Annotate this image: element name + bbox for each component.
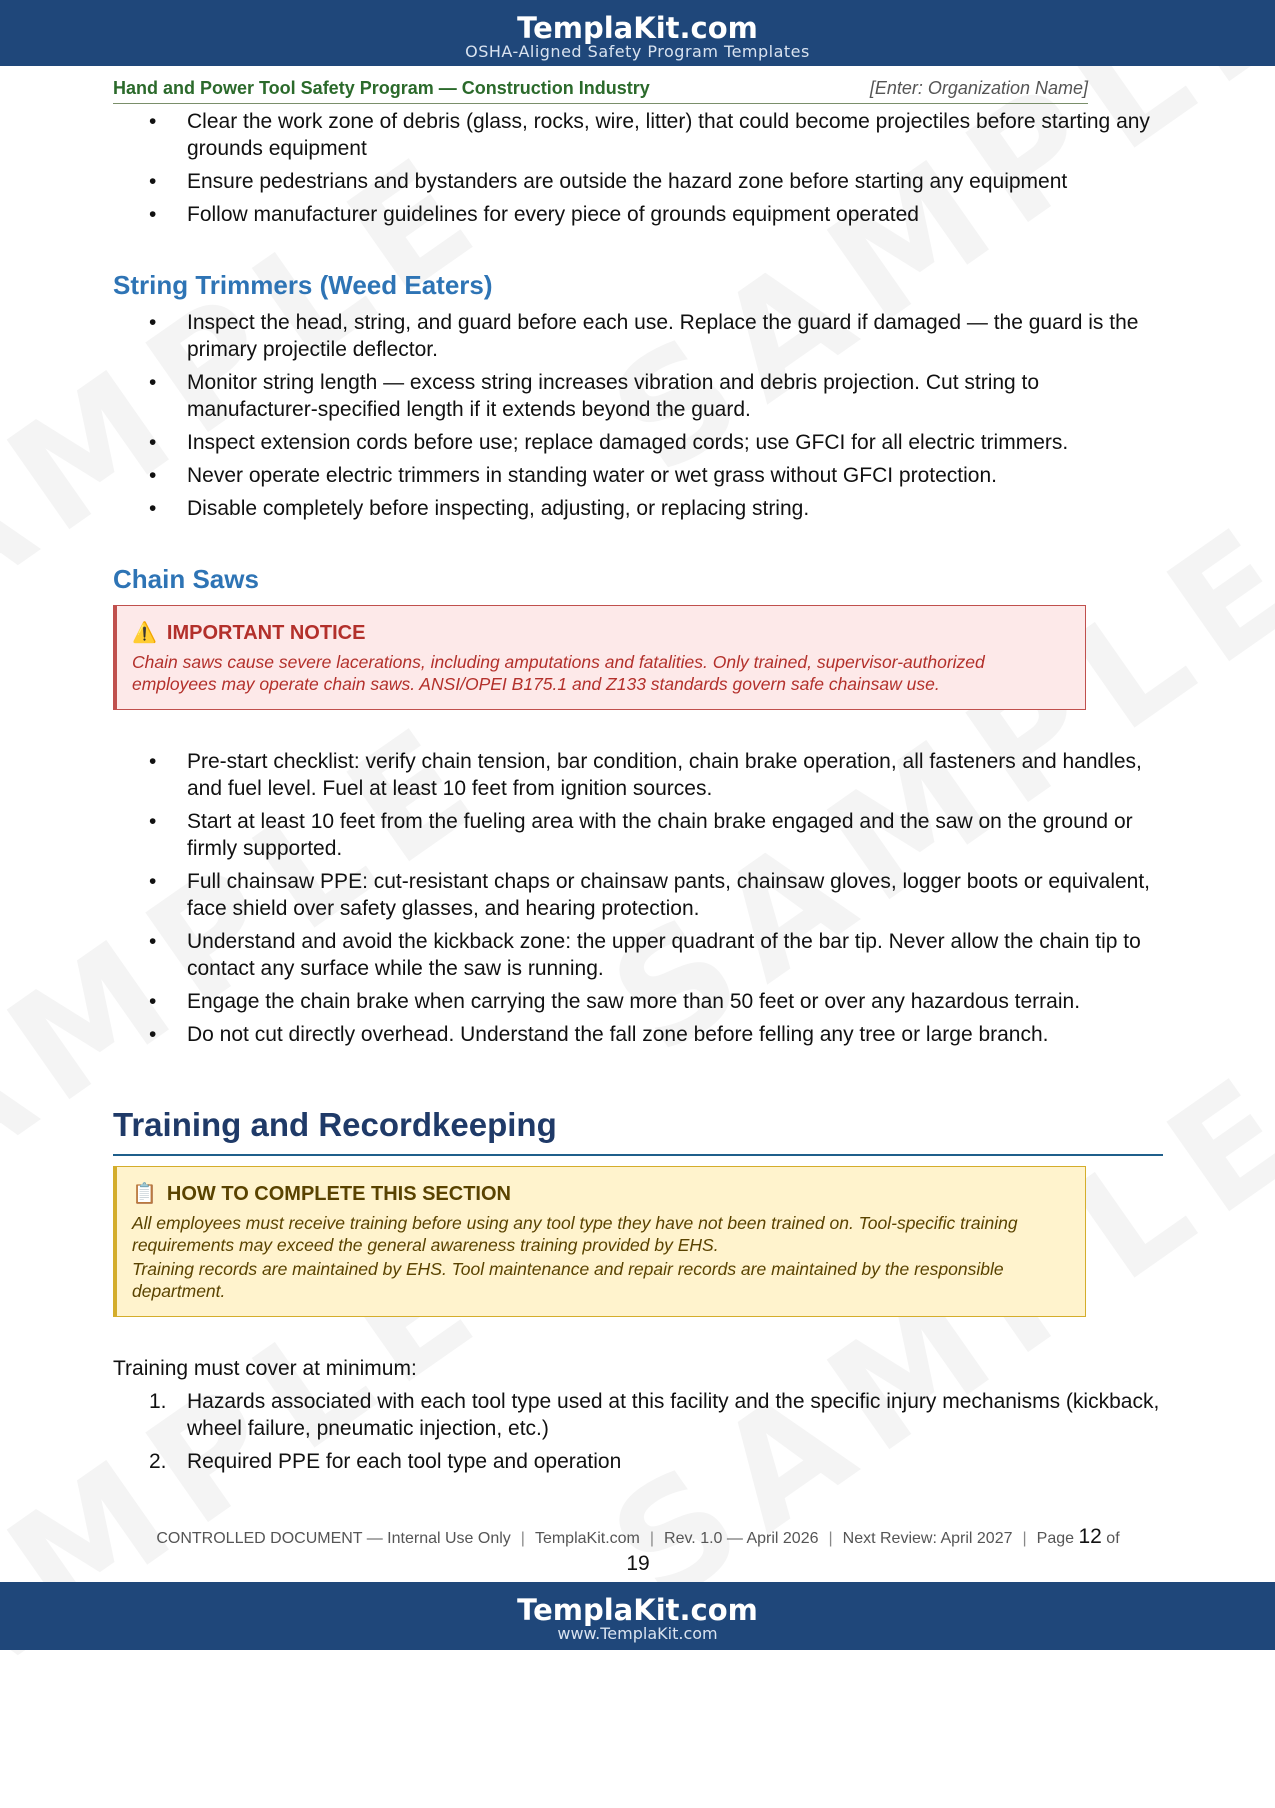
list-item: • Engage the chain brake when carrying the saw more than 50 feet or over any hazardous terrain. bbox=[149, 990, 1081, 1013]
brand-title: TemplaKit.com bbox=[517, 11, 758, 45]
list-item: • Inspect the head, string, and guard before each use. Replace the guard if damaged — the guard is the primary projectile deflector. bbox=[149, 311, 1139, 361]
string-trimmers-list bbox=[113, 309, 1163, 522]
page-footer: CONTROLLED DOCUMENT — Internal Use Only | TemplaKit.com | Rev. 1.0 — April 2026 | Next Review: April 2027 | Page 12 of 19 bbox=[113, 1524, 1163, 1576]
warning-icon: ⚠️ bbox=[132, 622, 157, 644]
controlled-document-label: CONTROLLED DOCUMENT — Internal Use Only bbox=[156, 1530, 511, 1547]
list-item: • Full chainsaw PPE: cut-resistant chaps or chainsaw pants, chainsaw gloves, logger boots or equivalent, face shield over safety glasses, and hearing protection. bbox=[149, 870, 1151, 920]
howto-body-1: All employees must receive training before using any tool type they have not been trained on. Tool-specific training requirements may exceed the general awareness training provided by EHS. bbox=[132, 1213, 1018, 1255]
bottom-banner bbox=[0, 1582, 1275, 1650]
next-review-label: Next Review: April 2027 bbox=[842, 1530, 1013, 1547]
list-item: • Pre-start checklist: verify chain tension, bar condition, chain brake operation, all fasteners and handles, and fuel level. Fuel at least 10 feet from ignition sources. bbox=[149, 750, 1142, 800]
training-section-heading: Training and Recordkeeping bbox=[113, 1106, 1163, 1156]
string-trimmers-heading: String Trimmers (Weed Eaters) bbox=[113, 270, 493, 300]
list-item: • Monitor string length — excess string increases vibration and debris projection. Cut string to manufacturer-specified length if it extends beyond the guard. bbox=[149, 371, 1040, 421]
of-label: of bbox=[1106, 1530, 1120, 1547]
list-item: 1. Hazards associated with each tool type used at this facility and the specific injury mechanisms (kickback, wheel failure, pneumatic injection, etc.) bbox=[149, 1390, 1160, 1440]
list-item: 2. Required PPE for each tool type and operation bbox=[149, 1450, 622, 1473]
brand-tagline: OSHA-Aligned Safety Program Templates bbox=[465, 42, 810, 61]
list-item: • Follow manufacturer guidelines for every piece of grounds equipment operated bbox=[149, 203, 919, 226]
list-item: • Disable completely before inspecting, adjusting, or replacing string. bbox=[149, 497, 810, 520]
notice-body: Chain saws cause severe lacerations, including amputations and fatalities. Only trained, supervisor-authorized employees may operate chain saws. ANSI/OPEI B175.1 and Z133 standards govern safe chainsaw use. bbox=[132, 652, 985, 694]
chain-saws-heading: Chain Saws bbox=[113, 564, 259, 594]
clipboard-icon: 📋 bbox=[132, 1183, 157, 1205]
page-total: 19 bbox=[626, 1552, 650, 1575]
important-notice-box bbox=[113, 605, 1086, 710]
list-item: • Ensure pedestrians and bystanders are outside the hazard zone before starting any equipment bbox=[149, 170, 1068, 193]
list-item: • Do not cut directly overhead. Understand the fall zone before felling any tree or large branch. bbox=[149, 1023, 1049, 1046]
list-item: • Clear the work zone of debris (glass, rocks, wire, litter) that could become projectiles before starting any grounds equipment bbox=[149, 110, 1150, 160]
list-item: • Start at least 10 feet from the fueling area with the chain brake engaged and the saw on the ground or firmly supported. bbox=[149, 810, 1133, 860]
how-to-complete-box bbox=[113, 1166, 1086, 1317]
footer-site: TemplaKit.com bbox=[534, 1530, 640, 1547]
bottom-brand: TemplaKit.com bbox=[517, 1593, 758, 1627]
top-banner bbox=[0, 0, 1275, 66]
organization-placeholder: [Enter: Organization Name] bbox=[869, 78, 1088, 98]
howto-title: HOW TO COMPLETE THIS SECTION bbox=[166, 1183, 511, 1205]
notice-title: IMPORTANT NOTICE bbox=[166, 622, 366, 644]
howto-body-2: Training records are maintained by EHS. Tool maintenance and repair records are maintained by the responsible department. bbox=[132, 1259, 1004, 1301]
list-item: • Understand and avoid the kickback zone: the upper quadrant of the bar tip. Never allow the chain tip to contact any surface while the saw is running. bbox=[149, 930, 1141, 980]
page-number: 12 bbox=[1078, 1525, 1102, 1548]
training-numbered-list bbox=[113, 1388, 1163, 1475]
list-item: • Inspect extension cords before use; replace damaged cords; use GFCI for all electric trimmers. bbox=[149, 431, 1069, 454]
page-label: Page bbox=[1036, 1530, 1075, 1547]
training-intro: Training must cover at minimum: bbox=[113, 1357, 417, 1380]
bottom-url: www.TemplaKit.com bbox=[557, 1624, 718, 1643]
running-header bbox=[113, 76, 1088, 104]
list-item: • Never operate electric trimmers in standing water or wet grass without GFCI protection. bbox=[149, 464, 997, 487]
page-content bbox=[113, 108, 1163, 1481]
chain-saws-list bbox=[113, 748, 1163, 1048]
revision-label: Rev. 1.0 — April 2026 bbox=[664, 1530, 819, 1547]
intro-bullet-list bbox=[113, 108, 1163, 228]
document-title: Hand and Power Tool Safety Program — Construction Industry bbox=[113, 78, 650, 98]
